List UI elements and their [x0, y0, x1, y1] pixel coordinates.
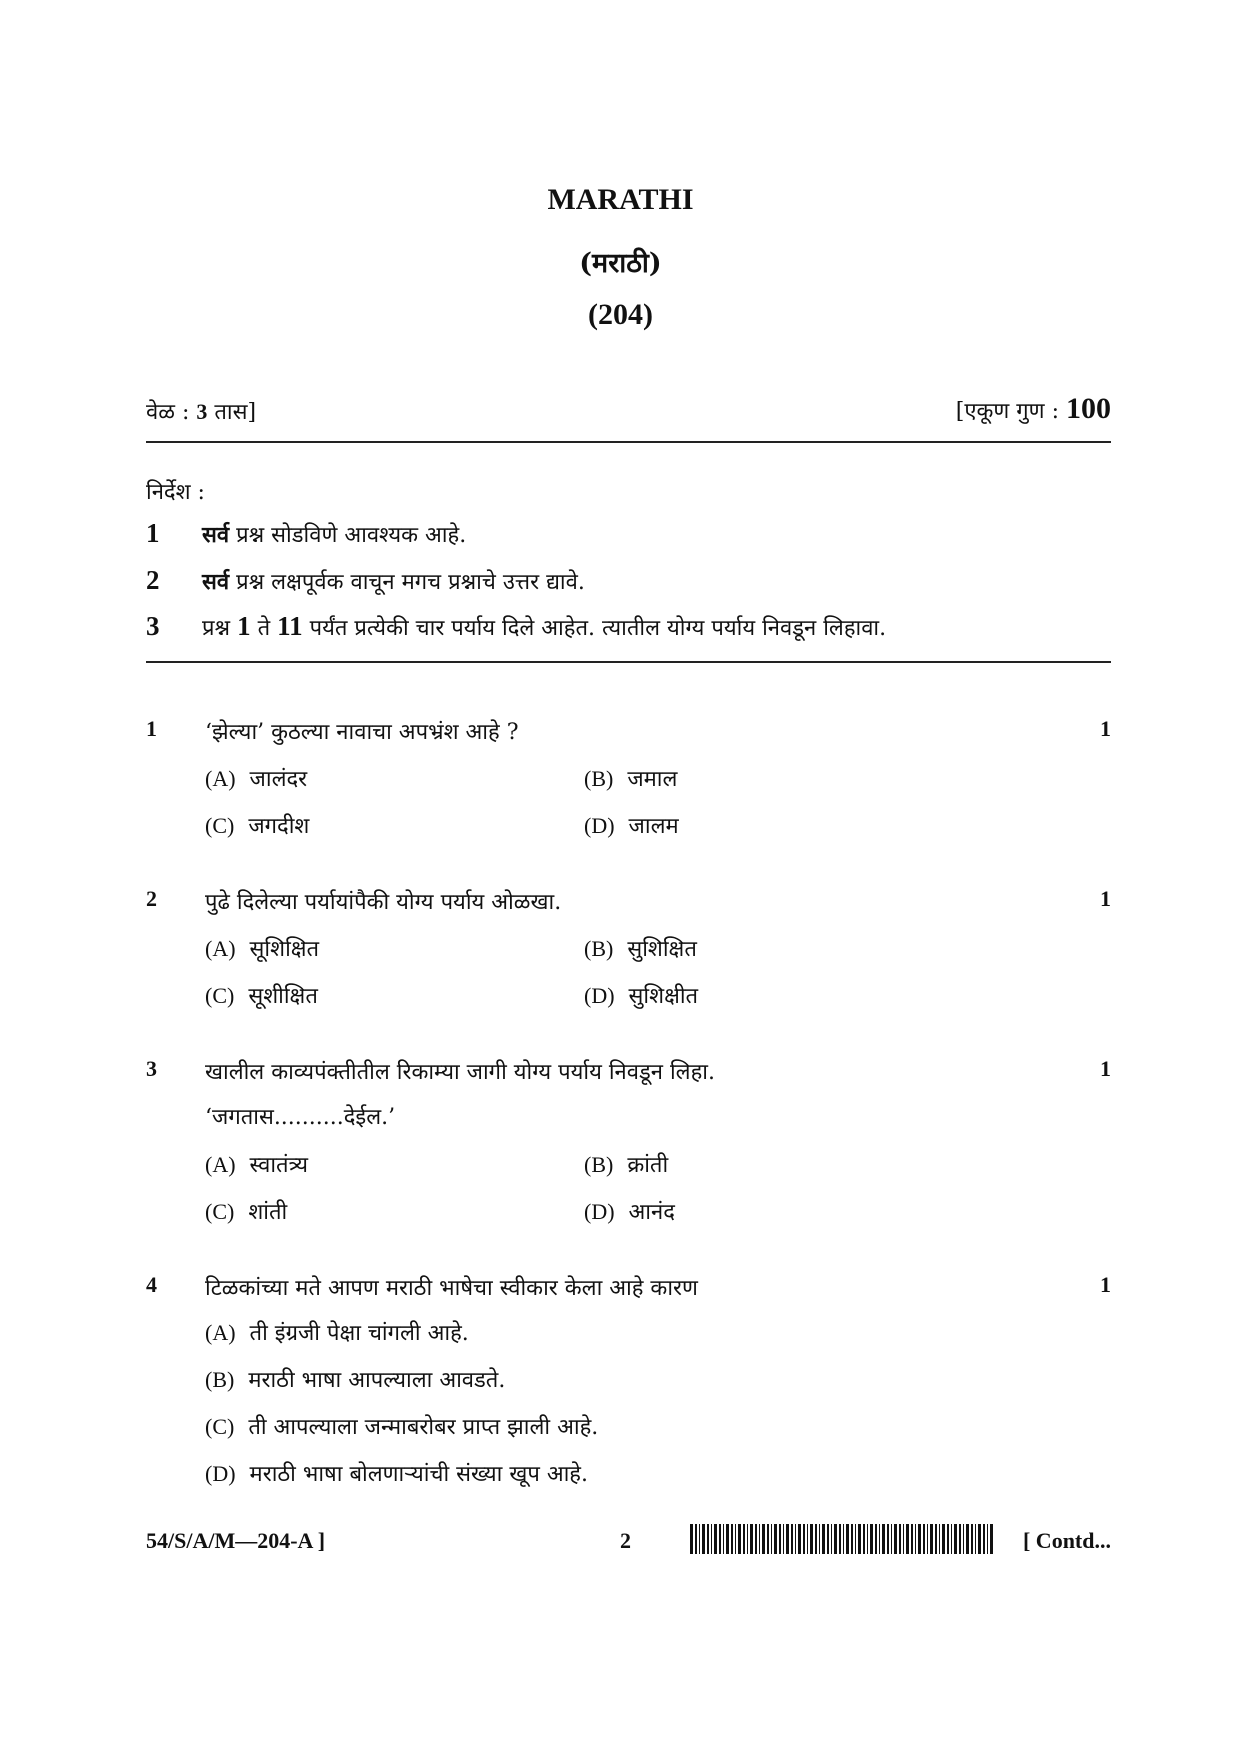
continued-label: [ Contd...: [1022, 1528, 1111, 1553]
option-c: (C) शांती: [205, 1199, 288, 1225]
instruction-text: प्रश्न सोडविणे आवश्यक आहे.: [229, 523, 467, 548]
option-a: (A) सूशिक्षित: [205, 936, 320, 962]
option-a: (A) स्वातंत्र्य: [205, 1152, 308, 1178]
instruction-number: 3: [146, 611, 160, 641]
marks-value: 100: [1066, 392, 1111, 425]
option-d: (D) आनंद: [584, 1199, 675, 1225]
subject-code: (204): [588, 298, 653, 331]
instruction-item: [146, 565, 1111, 596]
question-number: 2: [146, 886, 157, 911]
time-label: वेळ: [146, 400, 175, 425]
question-text: टिळकांच्या मते आपण मराठी भाषेचा स्वीकार केला आहे कारण: [205, 1276, 698, 1301]
marks-label: [एकूण गुण: [955, 399, 1045, 424]
time-value: 3: [196, 399, 208, 424]
instruction-item: [146, 518, 1111, 549]
question-text: ‘झेल्या’ कुठल्या नावाचा अपभ्रंश आहे ?: [205, 720, 519, 745]
option-c: (C) ती आपल्याला जन्माबरोबर प्राप्त झाली आहे.: [205, 1414, 599, 1440]
instruction-text-mid: ते: [250, 616, 278, 641]
question-text: पुढे दिलेल्या पर्यायांपैकी योग्य पर्याय ओळखा.: [205, 890, 562, 915]
subject-title-english: MARATHI: [547, 183, 694, 216]
question-number: 4: [146, 1272, 157, 1297]
instruction-item: [146, 611, 1111, 642]
marks-colon: :: [1051, 399, 1059, 424]
instruction-text-pre: प्रश्न: [202, 616, 238, 641]
option-d: (D) मराठी भाषा बोलणाऱ्यांची संख्या खूप आहे.: [205, 1461, 588, 1487]
instructions-heading: निर्देश :: [146, 480, 205, 505]
option-a: (A) जालंदर: [205, 766, 308, 792]
question-number: 3: [146, 1056, 157, 1081]
question-subtext: ‘जगतास..........देईल.’: [205, 1105, 396, 1130]
instruction-number: 2: [146, 565, 160, 595]
option-c: (C) सूशीक्षित: [205, 983, 318, 1009]
option-a: (A) ती इंग्रजी पेक्षा चांगली आहे.: [205, 1320, 469, 1346]
barcode-icon: [690, 1524, 995, 1554]
option-b: (B) सुशिक्षित: [584, 936, 697, 962]
instruction-bold: सर्व: [202, 569, 230, 595]
instructions-divider: [146, 661, 1111, 663]
time-unit: तास]: [214, 400, 257, 425]
question-marks: 1: [1100, 1272, 1111, 1297]
option-b: (B) क्रांती: [584, 1152, 669, 1178]
instruction-range-start: 1: [237, 611, 251, 641]
page-number: 2: [620, 1528, 631, 1553]
header-divider: [146, 441, 1111, 443]
option-d: (D) सुशिक्षीत: [584, 983, 699, 1009]
instruction-text-post: पर्यंत प्रत्येकी चार पर्याय दिले आहेत. त्यातील योग्य पर्याय निवडून लिहावा.: [302, 616, 887, 641]
time-colon: :: [181, 400, 190, 425]
total-marks: [956, 392, 1111, 426]
time-allowed: [146, 396, 256, 426]
instruction-range-end: 11: [277, 611, 303, 641]
instruction-bold: सर्व: [202, 522, 230, 548]
question-marks: 1: [1100, 1056, 1111, 1081]
instruction-number: 1: [146, 518, 160, 548]
paper-code: 54/S/A/M—204-A ]: [146, 1528, 326, 1553]
question-marks: 1: [1100, 716, 1111, 741]
option-c: (C) जगदीश: [205, 813, 310, 839]
option-b: (B) मराठी भाषा आपल्याला आवडते.: [205, 1367, 506, 1393]
question-number: 1: [146, 716, 157, 741]
option-b: (B) जमाल: [584, 766, 678, 792]
question-text: खालील काव्यपंक्तीतील रिकाम्या जागी योग्य पर्याय निवडून लिहा.: [205, 1060, 715, 1085]
subject-title-marathi: (मराठी): [579, 248, 662, 279]
question-marks: 1: [1100, 886, 1111, 911]
option-d: (D) जालम: [584, 813, 679, 839]
instruction-text: प्रश्न लक्षपूर्वक वाचून मगच प्रश्नाचे उत्तर द्यावे.: [229, 570, 585, 595]
